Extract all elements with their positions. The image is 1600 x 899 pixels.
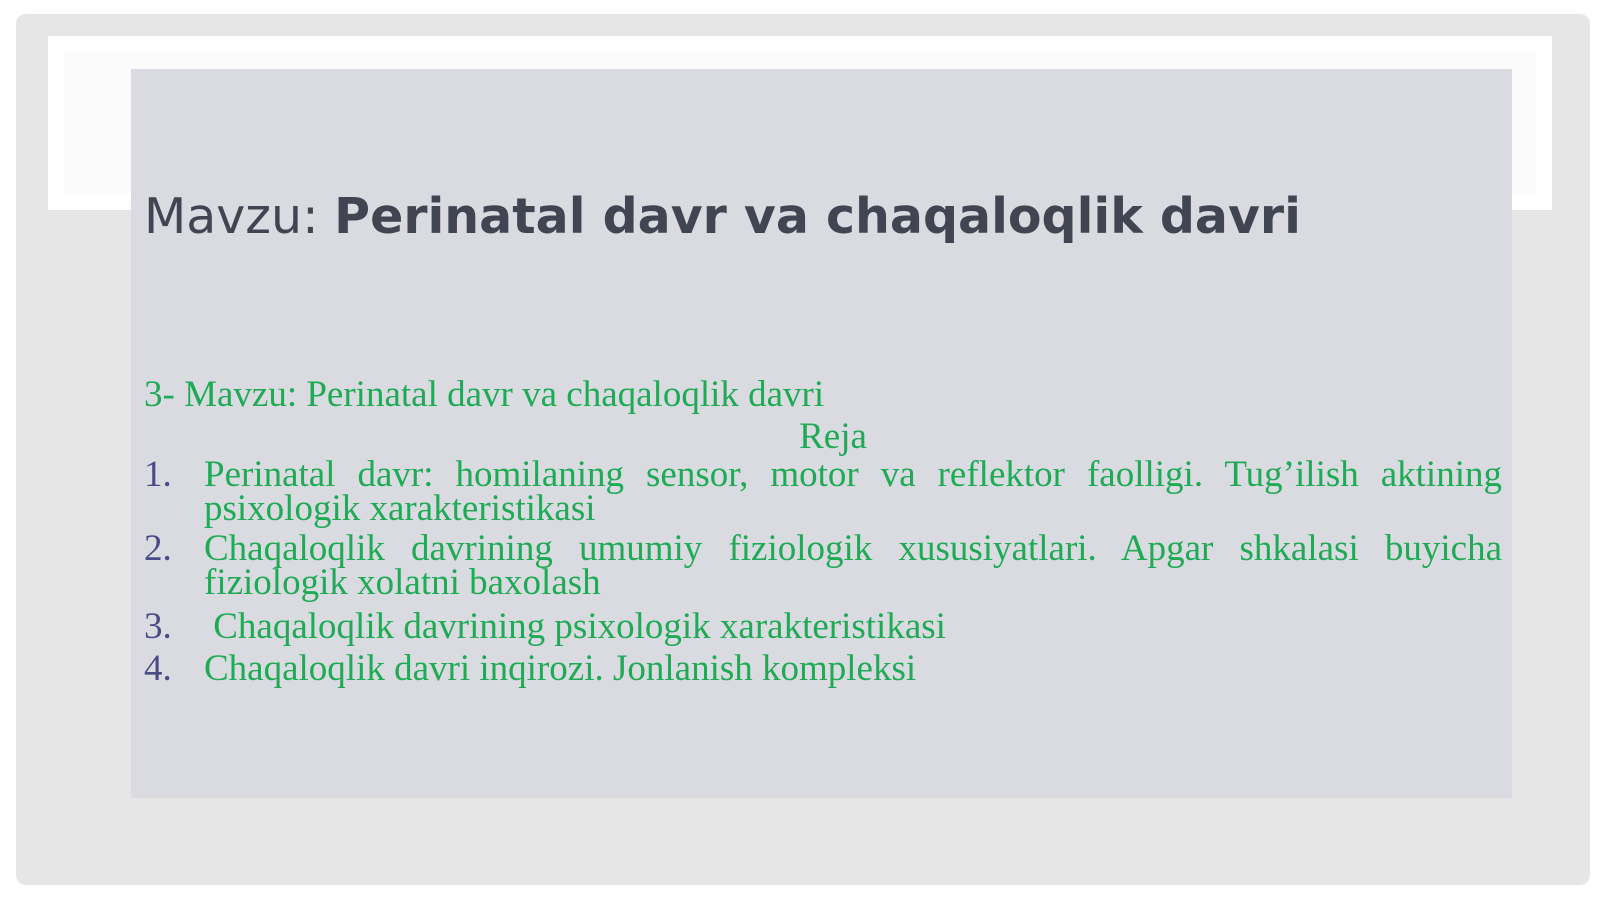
title-prefix: Mavzu: xyxy=(144,188,335,245)
plan-item xyxy=(144,528,1502,603)
plan-item xyxy=(144,454,1502,529)
slide-body xyxy=(144,374,1502,690)
title-main: Perinatal davr va chaqaloqlik davri xyxy=(334,188,1301,245)
plan-item-text: Chaqaloqlik davrining psixologik xarakteristikasi xyxy=(204,606,946,647)
plan-item-number: 2. xyxy=(144,528,172,569)
lesson-subtitle: 3- Mavzu: Perinatal davr va chaqaloqlik davri xyxy=(144,374,825,415)
plan-item-number: 4. xyxy=(144,648,172,689)
plan-list xyxy=(144,454,1502,690)
plan-heading: Reja xyxy=(799,416,867,457)
plan-item xyxy=(144,606,1502,648)
plan-item-text: Chaqaloqlik davri inqirozi. Jonlanish kompleksi xyxy=(204,648,917,689)
slide-title xyxy=(144,186,1301,248)
plan-item-number: 1. xyxy=(144,454,172,495)
plan-item-text: Chaqaloqlik davrining umumiy fiziologik xususiyatlari. Apgar shkalasi buyicha fiziologik xolatni baxolash xyxy=(204,528,1502,603)
plan-item xyxy=(144,648,1502,690)
plan-item-number: 3. xyxy=(144,606,172,647)
plan-item-text: Perinatal davr: homilaning sensor, motor va reflektor faolligi. Tug’ilish aktining psixologik xarakteristikasi xyxy=(204,454,1502,529)
